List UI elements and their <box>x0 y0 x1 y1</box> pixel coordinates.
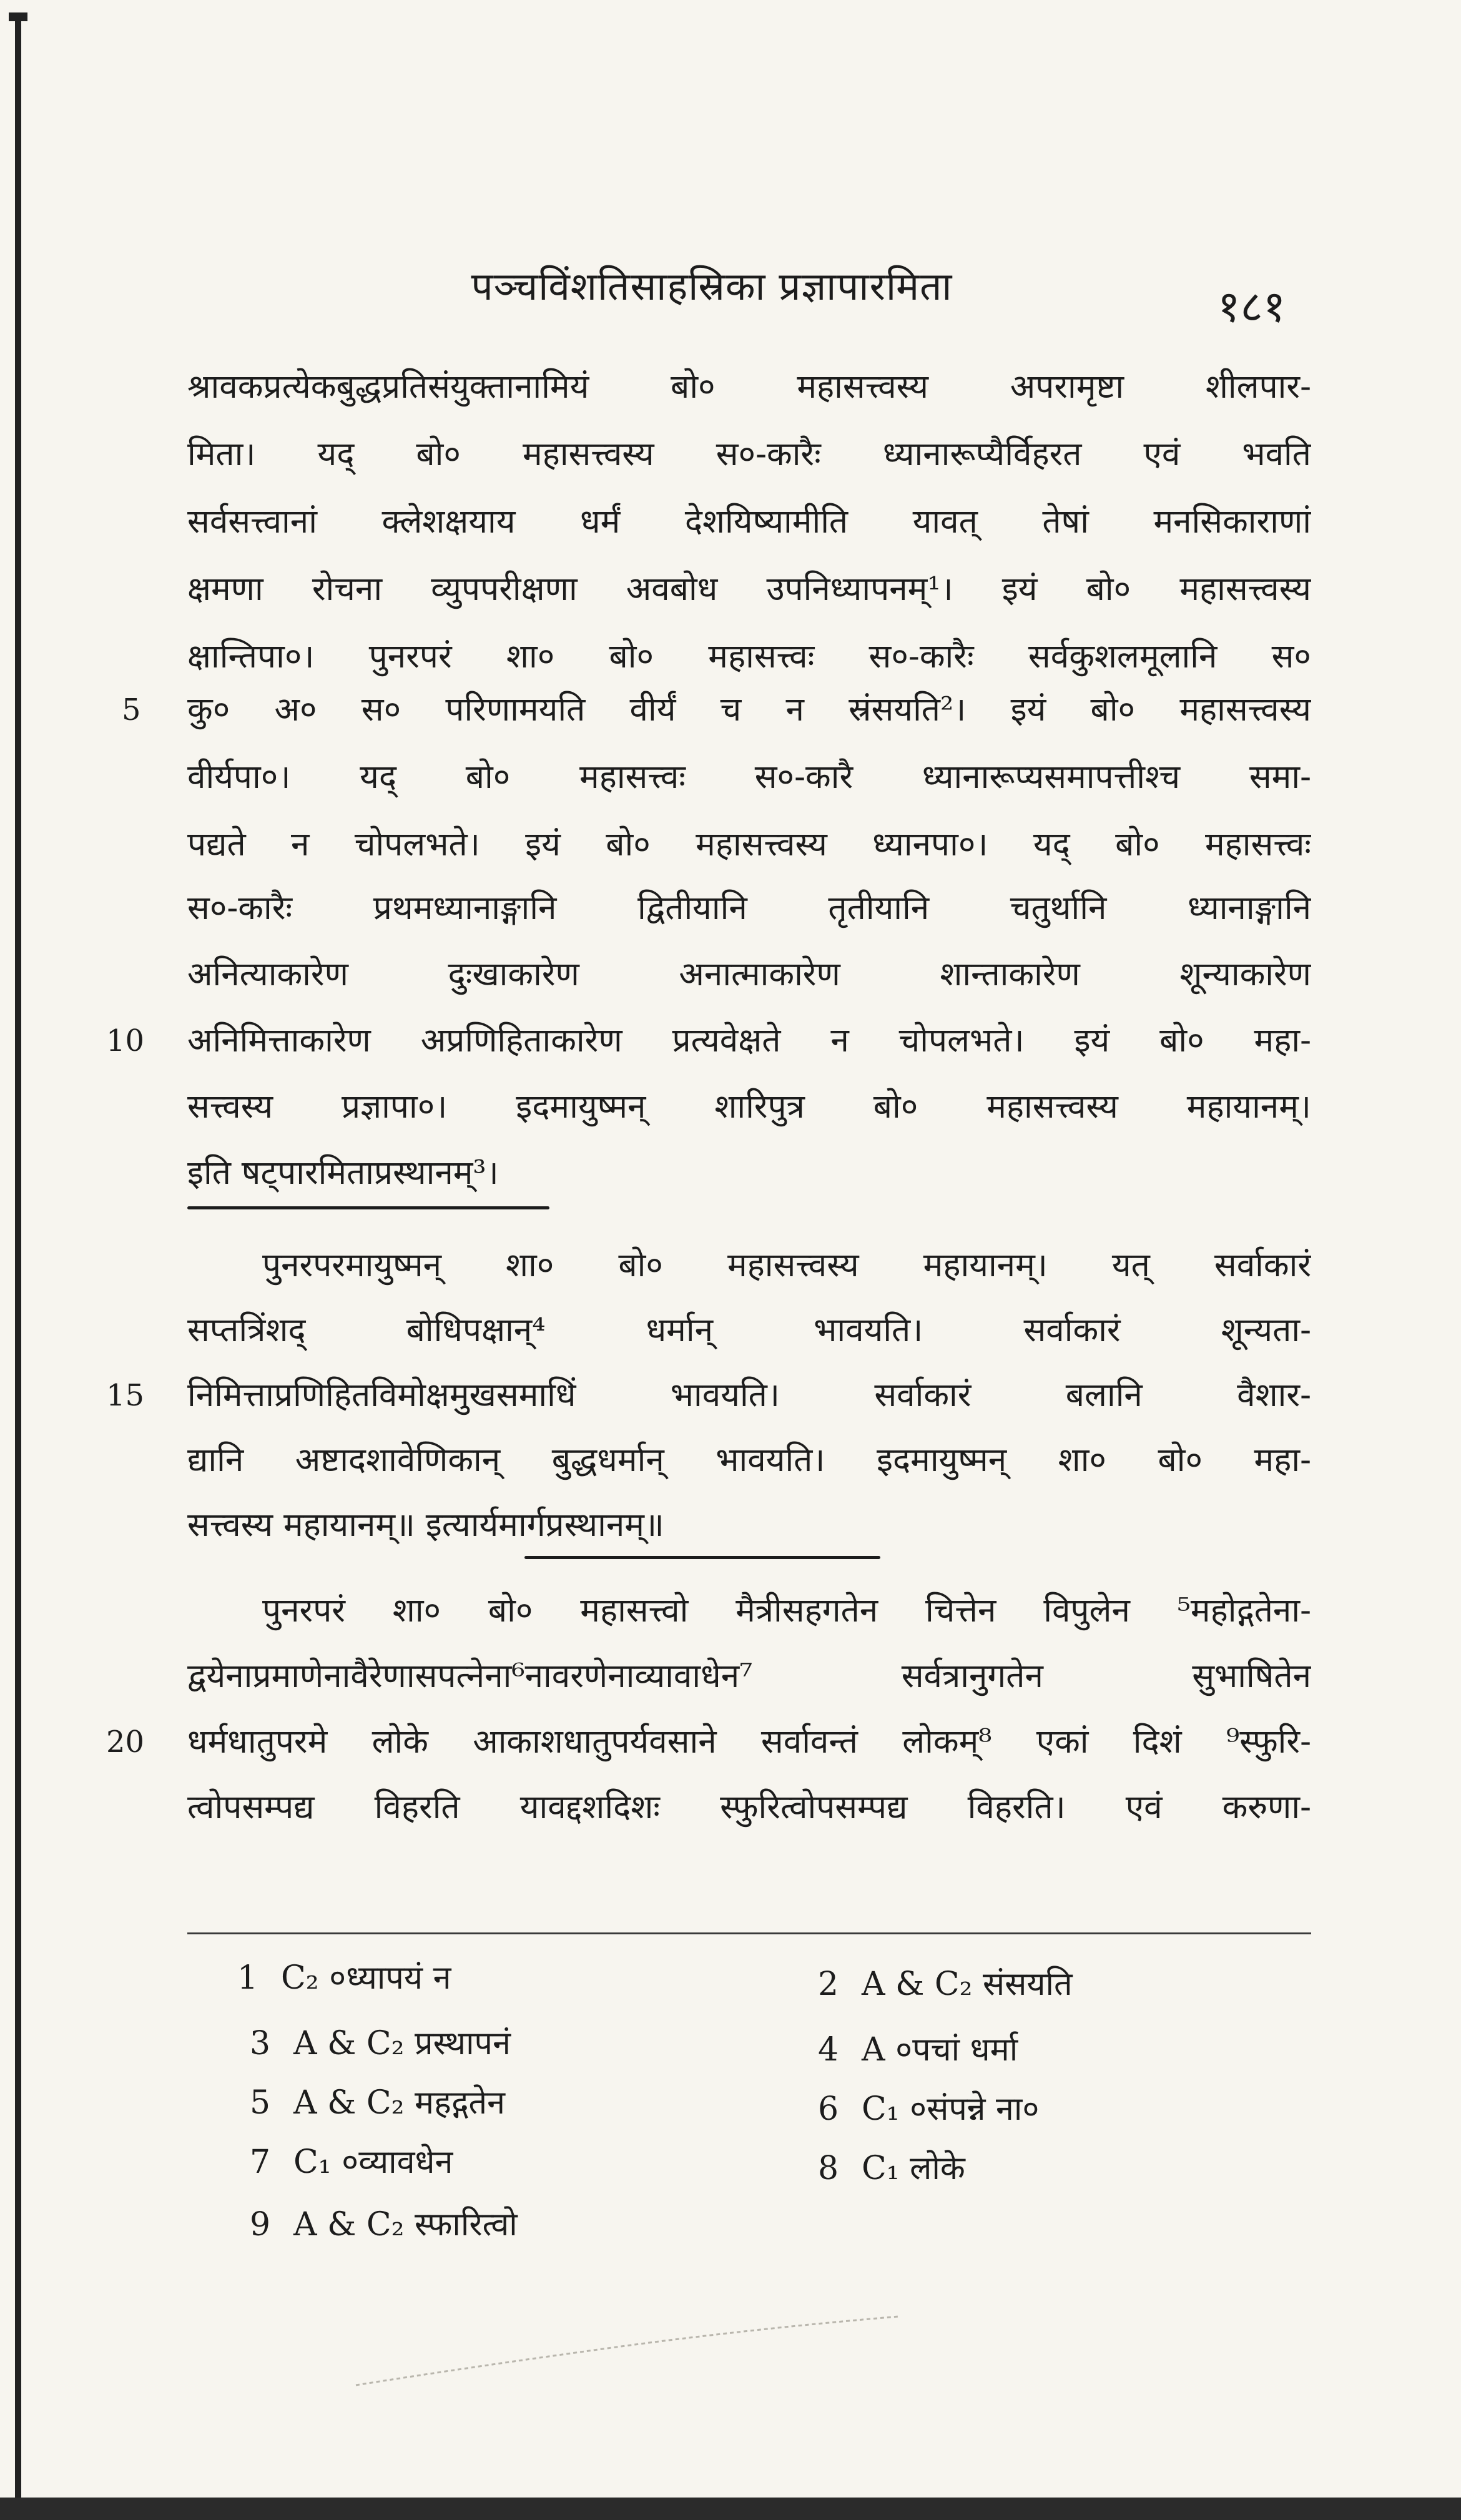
text-line: अनित्याकारेण दुःखाकारेण अनात्माकारेण शान्ताकारेण शून्याकारेण <box>187 955 1311 993</box>
text-line: त्वोपसम्पद्य विहरति यावद्दशदिशः स्फुरित्वोपसम्पद्य विहरति। एवं करुणा- <box>187 1788 1311 1826</box>
line-number-5: 5 <box>122 692 141 727</box>
text-line: क्षमणा रोचना व्युपपरीक्षणा अवबोध उपनिध्यापनम्¹। इयं बो० महासत्त्वस्य <box>187 570 1311 608</box>
text-line: स०-कारैः प्रथमध्यानाङ्गानि द्वितीयानि तृतीयानि चतुर्थानि ध्यानाङ्गानि <box>187 889 1311 927</box>
line-number-15: 15 <box>106 1378 145 1413</box>
footnote-2: 2 A & C₂ संसयति <box>818 1966 1073 2003</box>
section-end-line: इति षट्पारमिताप्रस्थानम्³। <box>187 1154 499 1192</box>
footnote-1: 1 C₂ ०ध्यापयं न <box>237 1959 451 1997</box>
line-number-20: 20 <box>106 1725 145 1760</box>
text-line: निमित्ताप्रणिहितविमोक्षमुखसमाधिं भावयति। सर्वाकारं बलानि वैशार- <box>187 1376 1311 1414</box>
page-number: १८१ <box>1218 281 1286 332</box>
page-bottom-edge <box>0 2498 1461 2520</box>
binding-edge-cap <box>9 12 27 21</box>
text-line: अनिमित्ताकारेण अप्रणिहिताकारेण प्रत्यवेक्षते न चोपलभते। इयं बो० महा- <box>187 1021 1311 1060</box>
footnote-9: 9 A & C₂ स्फारित्वो <box>250 2206 518 2243</box>
text-line: पुनरपरं शा० बो० महासत्त्वो मैत्रीसहगतेन चित्तेन विपुलेन ⁵महोद्गतेना- <box>262 1592 1311 1630</box>
text-line: श्रावकप्रत्येकबुद्धप्रतिसंयुक्तानामियं बो० महासत्त्वस्य अपरामृष्टा शीलपार- <box>187 368 1311 406</box>
text-line: सप्तत्रिंशद् बोधिपक्षान्⁴ धर्मान् भावयति। सर्वाकारं शून्यता- <box>187 1311 1311 1349</box>
running-header-title: पञ्चविंशतिसाहस्रिका प्रज्ञापारमिता <box>471 263 953 309</box>
text-line: कु० अ० स० परिणामयति वीर्यं च न स्रंसयति²। इयं बो० महासत्त्वस्य <box>187 691 1311 729</box>
footnote-8: 8 C₁ लोके <box>818 2150 965 2187</box>
footnote-rule <box>187 1932 1311 1934</box>
footnote-7: 7 C₁ ०व्यावधेन <box>250 2143 453 2181</box>
pencil-mark <box>350 2310 912 2398</box>
section-underline <box>187 1206 549 1209</box>
text-line: पुनरपरमायुष्मन् शा० बो० महासत्त्वस्य महायानम्। यत् सर्वाकारं <box>262 1246 1311 1284</box>
text-line: धर्मधातुपरमे लोके आकाशधातुपर्यवसाने सर्वावन्तं लोकम्⁸ एकां दिशं ⁹स्फुरि- <box>187 1723 1311 1761</box>
section-end-line: सत्त्वस्य महायानम्॥ इत्यार्यमार्गप्रस्थानम्॥ <box>187 1506 664 1544</box>
text-line: मिता। यद् बो० महासत्त्वस्य स०-कारैः ध्यानारूप्यैर्विहरत एवं भवति <box>187 435 1311 473</box>
text-line: क्षान्तिपा०। पुनरपरं शा० बो० महासत्त्वः स०-कारैः सर्वकुशलमूलानि स० <box>187 637 1311 676</box>
footnote-4: 4 A ०पचां धर्मा <box>818 2031 1018 2069</box>
text-line: सत्त्वस्य प्रज्ञापा०। इदमायुष्मन् शारिपुत्र बो० महासत्त्वस्य महायानम्। <box>187 1088 1311 1126</box>
line-number-10: 10 <box>106 1023 145 1058</box>
footnote-5: 5 A & C₂ महद्गतेन <box>250 2084 505 2122</box>
section-underline <box>524 1556 880 1559</box>
footnote-6: 6 C₁ ०संपन्ने ना० <box>818 2090 1040 2128</box>
binding-edge <box>15 12 21 2508</box>
text-line: सर्वसत्त्वानां क्लेशक्षयाय धर्मं देशयिष्यामीति यावत् तेषां मनसिकाराणां <box>187 503 1311 541</box>
text-line: द्वयेनाप्रमाणेनावैरेणासपत्नेना⁶नावरणेनाव्यावाधेन⁷ सर्वत्रानुगतेन सुभाषितेन <box>187 1657 1311 1695</box>
footnote-3: 3 A & C₂ प्रस्थापनं <box>250 2025 511 2062</box>
text-line: पद्यते न चोपलभते। इयं बो० महासत्त्वस्य ध्यानपा०। यद् बो० महासत्त्वः <box>187 825 1311 864</box>
text-line: वीर्यपा०। यद् बो० महासत्त्वः स०-कारै ध्यानारूप्यसमापत्तीश्च समा- <box>187 758 1311 796</box>
text-line: द्यानि अष्टादशावेणिकान् बुद्धधर्मान् भावयति। इदमायुष्मन् शा० बो० महा- <box>187 1441 1311 1479</box>
